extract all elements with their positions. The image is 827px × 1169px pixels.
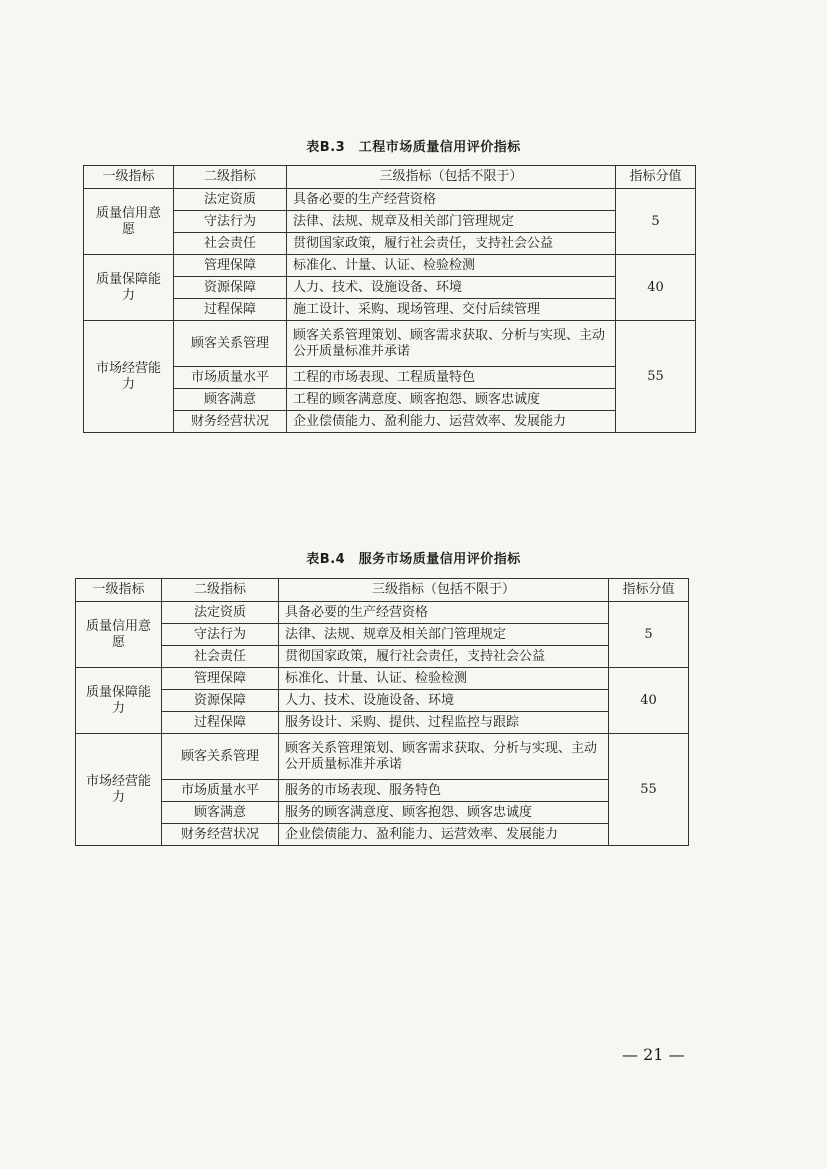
header-level1: 一级指标 [84,166,174,189]
table-row [76,624,689,646]
level1-cell: 市场经营能力 [76,734,162,846]
score-cell: 40 [616,255,696,321]
level3-cell: 顾客关系管理策划、顾客需求获取、分析与实现、主动公开质量标准并承诺 [279,734,609,780]
level2-cell: 顾客满意 [162,802,279,824]
level3-cell: 服务的市场表现、服务特色 [279,780,609,802]
table-row [76,690,689,712]
score-cell: 55 [609,734,689,846]
table-row [76,712,689,734]
table-row [76,802,689,824]
header-level1: 一级指标 [76,579,162,602]
level3-cell: 贯彻国家政策，履行社会责任，支持社会公益 [287,233,616,255]
level3-cell: 服务设计、采购、提供、过程监控与跟踪 [279,712,609,734]
table-row [76,780,689,802]
level2-cell: 顾客关系管理 [162,734,279,780]
table-row [84,321,696,367]
header-level3: 三级指标（包括不限于） [279,579,609,602]
header-level2: 二级指标 [174,166,287,189]
table-b3-caption: 表B.3 工程市场质量信用评价指标 [306,140,521,155]
header-row [76,579,689,602]
table-row [84,411,696,433]
header-score: 指标分值 [609,579,689,602]
level2-cell: 资源保障 [162,690,279,712]
level3-cell: 法律、法规、规章及相关部门管理规定 [287,211,616,233]
table-b3 [83,165,696,433]
table-row [84,233,696,255]
level3-cell: 贯彻国家政策，履行社会责任，支持社会公益 [279,646,609,668]
level3-cell: 标准化、计量、认证、检验检测 [279,668,609,690]
level2-cell: 法定资质 [174,189,287,211]
level3-cell: 施工设计、采购、现场管理、交付后续管理 [287,299,616,321]
table-row [84,211,696,233]
score-cell: 40 [609,668,689,734]
level1-cell: 质量信用意愿 [84,189,174,255]
level3-cell: 服务的顾客满意度、顾客抱怨、顾客忠诚度 [279,802,609,824]
level3-cell: 具备必要的生产经营资格 [287,189,616,211]
table-b4-caption: 表B.4 服务市场质量信用评价指标 [306,552,521,567]
level3-cell: 企业偿债能力、盈利能力、运营效率、发展能力 [287,411,616,433]
level2-cell: 顾客关系管理 [174,321,287,367]
score-cell: 5 [616,189,696,255]
level3-cell: 人力、技术、设施设备、环境 [279,690,609,712]
level2-cell: 管理保障 [162,668,279,690]
level2-cell: 资源保障 [174,277,287,299]
level3-cell: 顾客关系管理策划、顾客需求获取、分析与实现、主动公开质量标准并承诺 [287,321,616,367]
level2-cell: 市场质量水平 [162,780,279,802]
table-row [84,299,696,321]
table-row [76,734,689,780]
level3-cell: 企业偿债能力、盈利能力、运营效率、发展能力 [279,824,609,846]
table-row [76,646,689,668]
table-row [84,189,696,211]
level1-cell: 质量信用意愿 [76,602,162,668]
level3-cell: 具备必要的生产经营资格 [279,602,609,624]
level2-cell: 财务经营状况 [162,824,279,846]
header-row [84,166,696,189]
level3-cell: 工程的市场表现、工程质量特色 [287,367,616,389]
level2-cell: 法定资质 [162,602,279,624]
score-cell: 5 [609,602,689,668]
table-row [76,668,689,690]
page-number: — 21 — [622,1045,685,1064]
level2-cell: 守法行为 [162,624,279,646]
level2-cell: 过程保障 [174,299,287,321]
table-row [84,277,696,299]
table-row [84,389,696,411]
score-cell: 55 [616,321,696,433]
level2-cell: 社会责任 [162,646,279,668]
level1-cell: 质量保障能力 [84,255,174,321]
table-row [76,602,689,624]
level2-cell: 社会责任 [174,233,287,255]
table-row [84,367,696,389]
header-level2: 二级指标 [162,579,279,602]
table-row [76,824,689,846]
level2-cell: 财务经营状况 [174,411,287,433]
level1-cell: 市场经营能力 [84,321,174,433]
level3-cell: 工程的顾客满意度、顾客抱怨、顾客忠诚度 [287,389,616,411]
level2-cell: 守法行为 [174,211,287,233]
level3-cell: 标准化、计量、认证、检验检测 [287,255,616,277]
level2-cell: 顾客满意 [174,389,287,411]
level3-cell: 法律、法规、规章及相关部门管理规定 [279,624,609,646]
level2-cell: 管理保障 [174,255,287,277]
level1-cell: 质量保障能力 [76,668,162,734]
header-score: 指标分值 [616,166,696,189]
level2-cell: 市场质量水平 [174,367,287,389]
header-level3: 三级指标（包括不限于） [287,166,616,189]
table-row [84,255,696,277]
level3-cell: 人力、技术、设施设备、环境 [287,277,616,299]
table-b4 [75,578,689,846]
level2-cell: 过程保障 [162,712,279,734]
